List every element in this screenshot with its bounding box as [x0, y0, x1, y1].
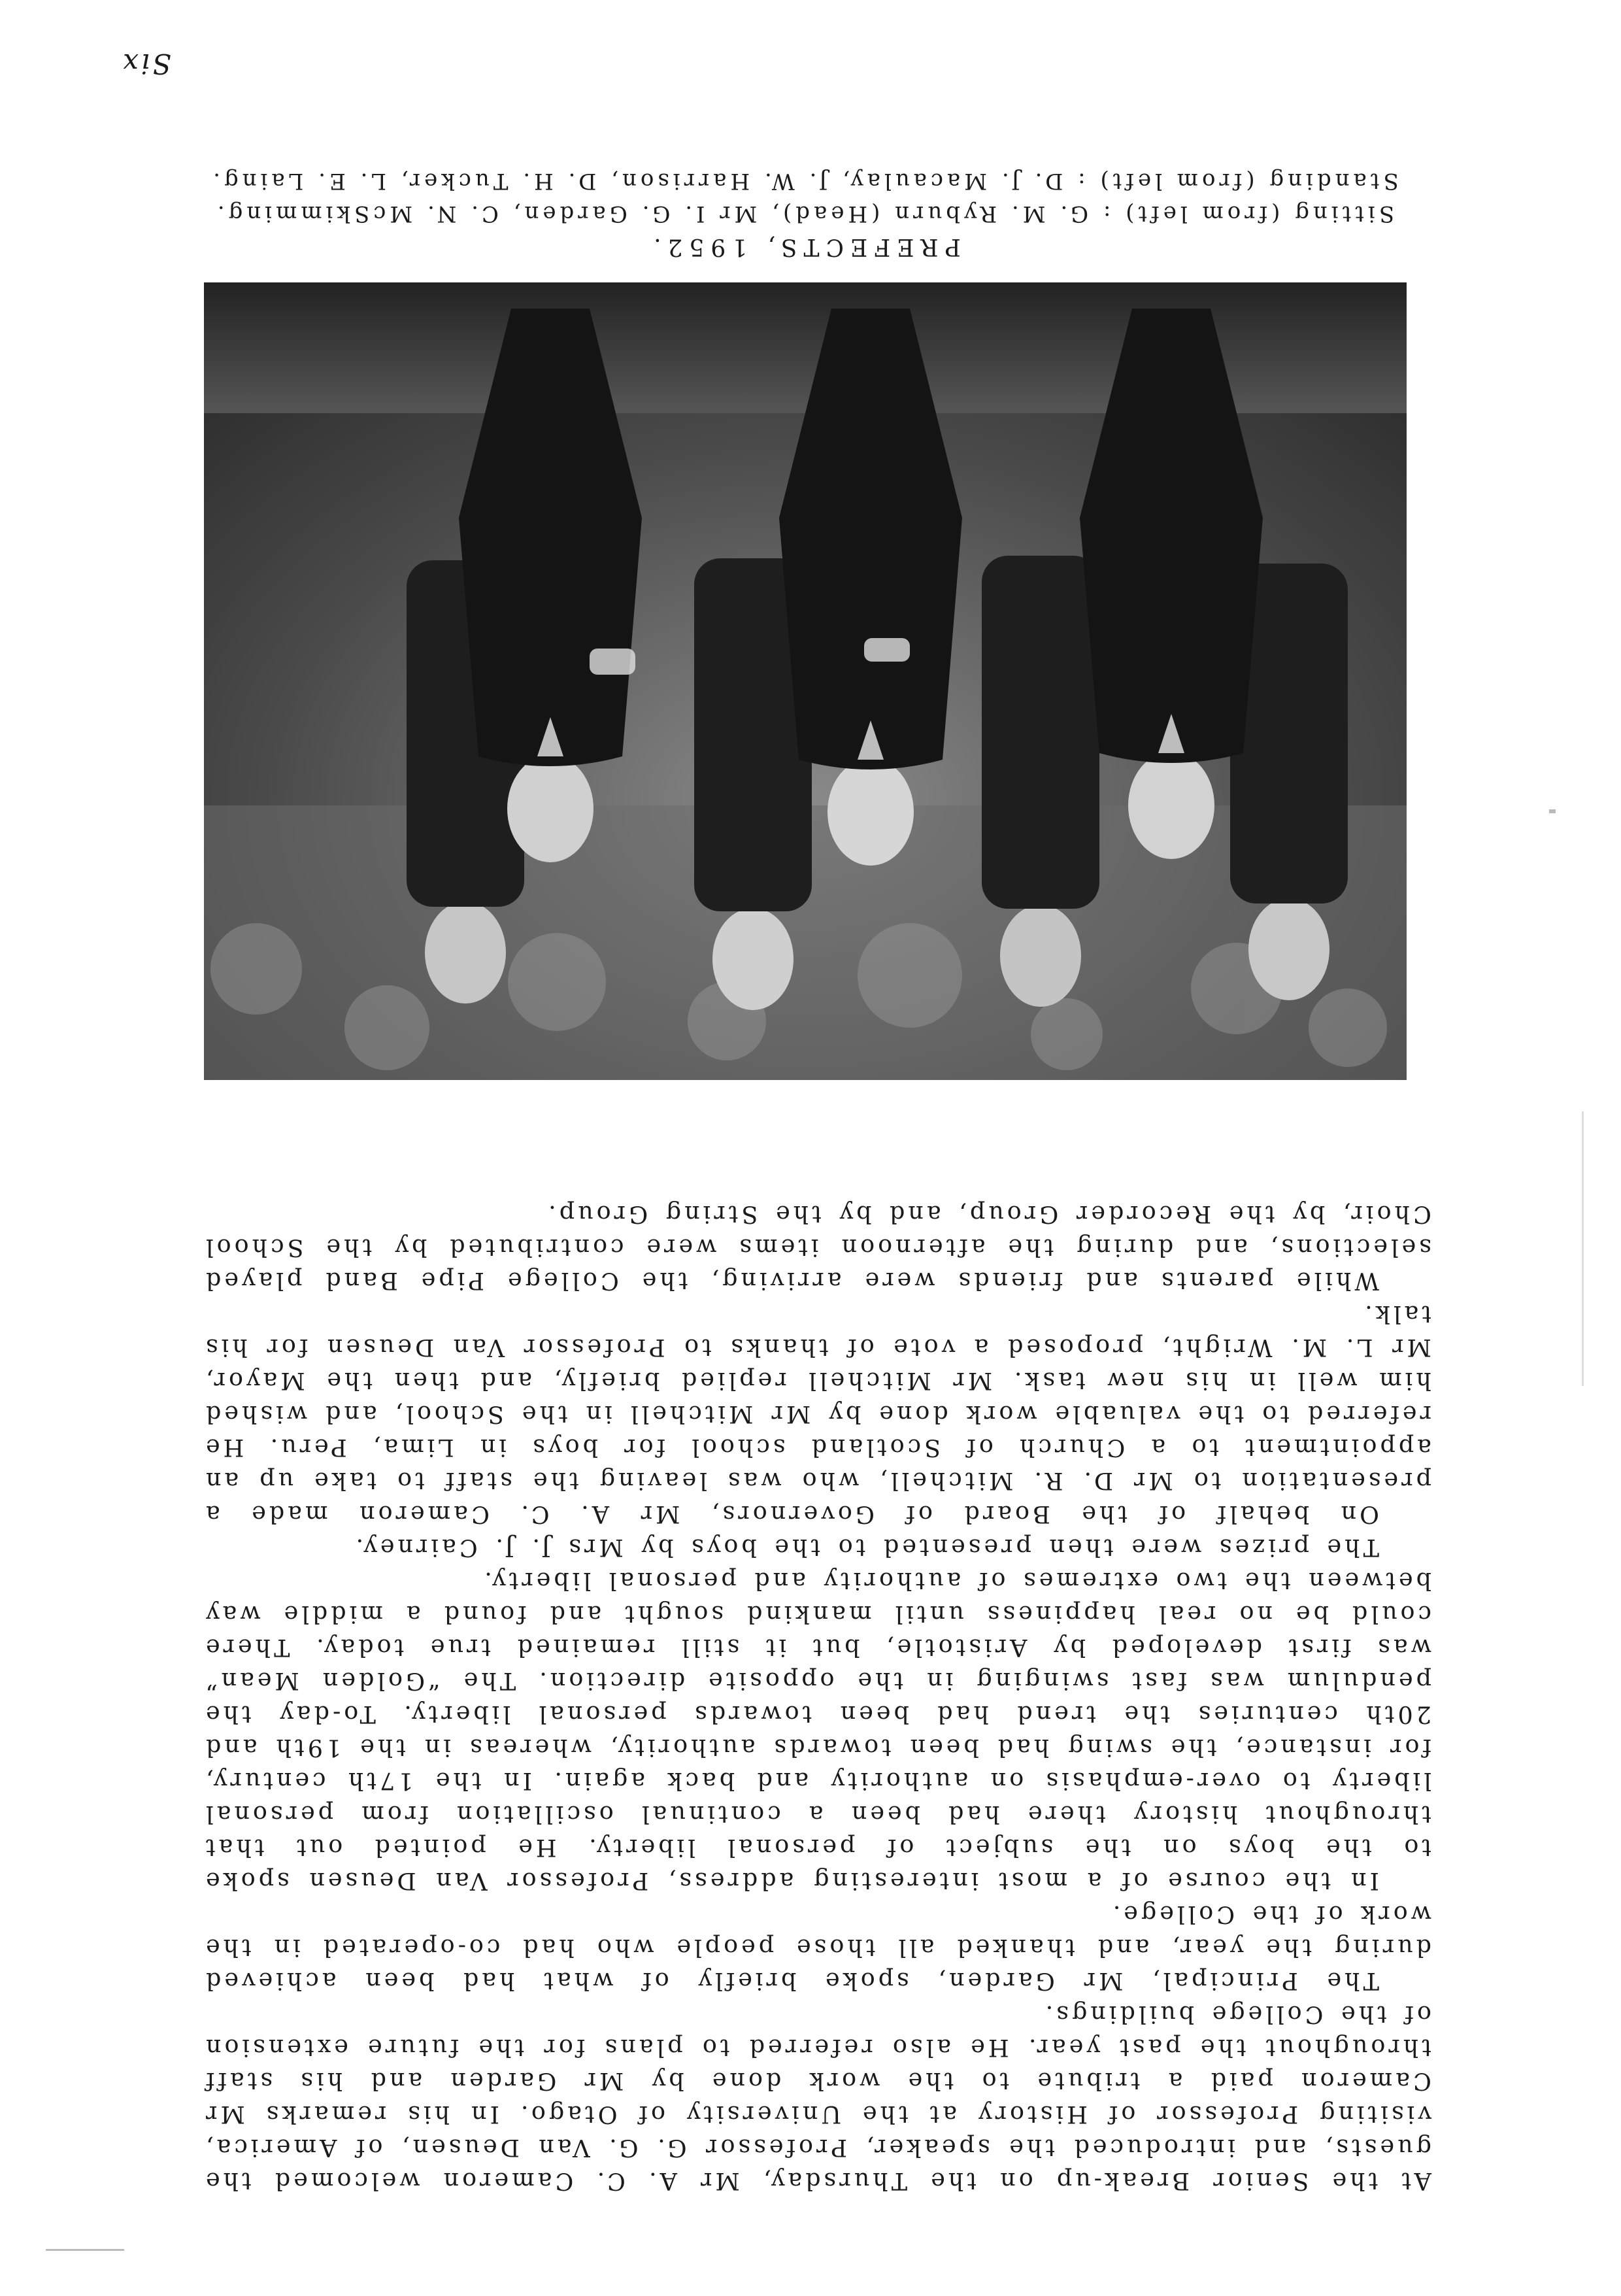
sitting-row	[459, 309, 1263, 866]
photo-caption	[118, 165, 1490, 263]
page-number: Six	[120, 48, 171, 80]
caption-standing: Standing (from left) : D. J. Macaulay, J. W. Harrison, D. H. Tucker, L. E. Laing.	[209, 168, 1399, 194]
scan-mark-dot	[1549, 809, 1556, 813]
paragraph-prizes: The prizes were then presented to the boys by Mrs J. J. Cairney.	[352, 1534, 1379, 1562]
photo-illustration	[204, 282, 1407, 1080]
paragraph-address: In the course of a most interesting address, Professor Van Deusen spoke to the boys on the subject of personal liberty. He pointed out that throughout history there had been a continual oscillation from personal liberty to over-emphasis on authority and back again. In the 17th century, for instance, the swing had been towards authority, whereas in the 19th and 20th centuries the trend had been towards personal liberty. To-day the pendulum was fast swinging in the opposite direction. The “Golden Mean” was first developed by Aristotle, but it still remained true today. There could be no real happiness until mankind sought and found a middle way between the two extremes of authority and personal liberty.	[203, 1567, 1431, 1895]
paragraph-principal: The Principal, Mr Garden, spoke briefly of what had been achieved during the year, and thanked all those people who had co-operated in the work of the College.	[203, 1900, 1431, 1995]
scan-mark-bottom	[46, 2249, 124, 2251]
caption-sitting: Sitting (from left) : G. M. Ryburn (Head), Mr I. G. Garden, C. N. McSkimming.	[213, 201, 1395, 227]
paragraph-band: While parents and friends were arriving, the College Pipe Band played selections, and during the afternoon items were contributed by the School Choir, by the Recorder Group, and by the String Group.	[203, 1200, 1431, 1295]
paragraph-presentation: On behalf of the Board of Governors, Mr A. C. Cameron made a presentation to Mr D. R. Mitchell, who was leaving the staff to take up an appointment to a Church of Scotland school for boys in Lima, Peru. He referred to the valuable work done by Mr Mitchell in the School, and wished him well in his new task. Mr Mitchell replied briefly, and then the Mayor, Mr L. M. Wright, proposed a vote of thanks to Professor Van Deusen for his talk.	[203, 1300, 1431, 1528]
caption-title: PREFECTS, 1952.	[647, 233, 961, 260]
scan-mark-left	[1582, 1111, 1584, 1386]
paragraph-senior-breakup: At the Senior Break-up on the Thursday, Mr A. C. Cameron welcomed the guests, and introduced the speaker, Professor G. G. Van Deusen, of America, visiting Professor of History at the University of Otago. In his remarks Mr Cameron paid a tribute to the work done by Mr Garden and his staff throughout the past year. He also referred to plans for the future extension of the College buildings.	[203, 2001, 1431, 2195]
prefects-photo	[204, 282, 1407, 1080]
